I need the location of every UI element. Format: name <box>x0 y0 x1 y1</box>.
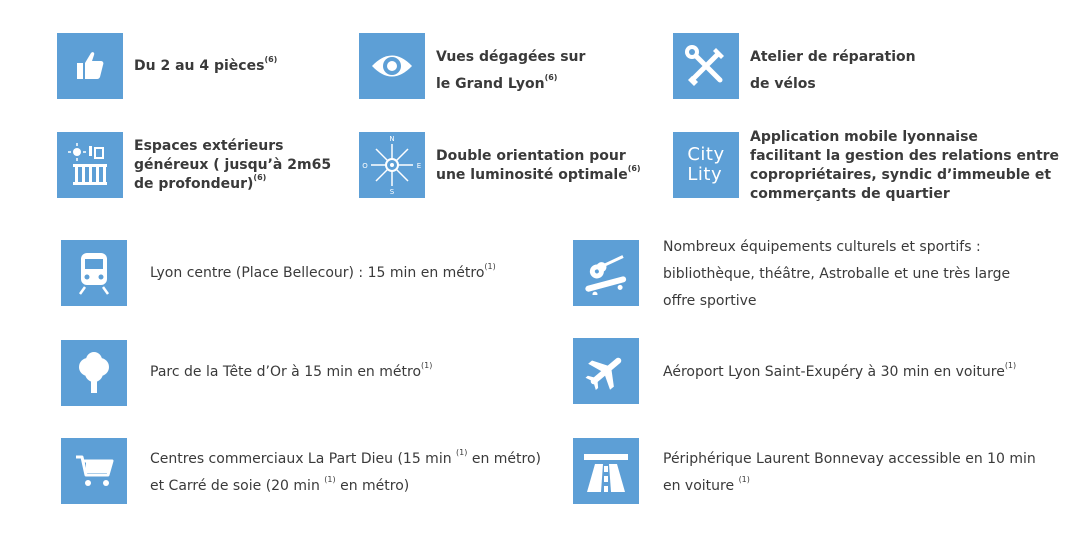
compass-east-label: E <box>416 162 422 170</box>
footnote-ref: (6) <box>253 173 267 183</box>
airport-tile <box>573 338 639 404</box>
wrench-screwdriver-icon <box>682 42 730 90</box>
compass-icon <box>359 132 425 198</box>
feature-bike-line2: de vélos <box>750 76 816 92</box>
footnote-ref: (1) <box>484 262 496 272</box>
feature-outdoor-line1: Espaces extérieurs <box>134 138 284 154</box>
footnote-ref: (6) <box>627 164 641 174</box>
location-culture-line1: Nombreux équipements culturels et sportifs : <box>663 239 981 255</box>
feature-rooms <box>134 57 277 76</box>
city-lity-logo <box>687 145 724 185</box>
compass-tile <box>359 132 425 198</box>
footnote-ref: (6) <box>264 55 278 65</box>
feature-bike-line1: Atelier de réparation <box>750 49 916 65</box>
location-commerce-line1a: Centres commerciaux La Part Dieu (15 min <box>150 451 457 467</box>
park-tile <box>61 340 127 406</box>
location-culture <box>663 234 1010 315</box>
location-commerce <box>150 446 541 500</box>
location-parc <box>150 359 432 386</box>
culture-tile <box>573 240 639 306</box>
footnote-ref: (1) <box>738 475 750 485</box>
feature-orientation-line2: une luminosité optimale <box>436 167 628 183</box>
outdoor-tile <box>57 132 123 198</box>
tools-tile <box>673 33 739 99</box>
feature-views-line2: le Grand Lyon <box>436 76 545 92</box>
highway-tile <box>573 438 639 504</box>
feature-app-line2: facilitant la gestion des relations entre <box>750 148 1060 164</box>
footnote-ref: (1) <box>421 361 433 371</box>
compass-west-label: O <box>362 162 368 170</box>
highway-icon <box>581 446 631 496</box>
feature-outdoor-line3: de profondeur) <box>134 176 254 192</box>
location-ring-line1: Périphérique Laurent Bonnevay accessible en 10 min <box>663 451 1036 467</box>
location-ring <box>663 446 1036 500</box>
feature-rooms-text: Du 2 au 4 pièces <box>134 58 265 74</box>
location-culture-line2: bibliothèque, théâtre, Astroballe et une très large <box>663 266 1011 282</box>
location-commerce-line2a: et Carré de soie (20 min <box>150 478 325 494</box>
footnote-ref: (6) <box>544 73 558 83</box>
feature-outdoor <box>134 137 331 194</box>
thumbs-up-icon <box>71 47 109 85</box>
location-culture-line3: offre sportive <box>663 293 757 309</box>
eye-icon <box>370 51 414 81</box>
feature-orientation <box>436 147 641 185</box>
feature-orientation-line1: Double orientation pour <box>436 148 626 164</box>
footnote-ref: (1) <box>324 475 336 485</box>
shopping-cart-icon <box>74 453 114 489</box>
train-icon <box>77 251 111 295</box>
feature-app-line1: Application mobile lyonnaise <box>750 129 978 145</box>
feature-views-line1: Vues dégagées sur <box>436 49 586 65</box>
feature-app <box>750 128 1059 204</box>
location-commerce-line1b: en métro) <box>467 451 541 467</box>
location-centre-text: Lyon centre (Place Bellecour) : 15 min en métro <box>150 265 485 281</box>
location-airport <box>663 359 1016 386</box>
location-airport-text: Aéroport Lyon Saint-Exupéry à 30 min en voiture <box>663 364 1005 380</box>
eye-tile <box>359 33 425 99</box>
location-centre <box>150 260 496 287</box>
city-lity-logo-line2: Lity <box>687 164 723 185</box>
location-ring-line2: en voiture <box>663 478 739 494</box>
compass-north-label: N <box>389 135 395 143</box>
shopping-tile <box>61 438 127 504</box>
feature-app-line3: copropriétaires, syndic d’immeuble et <box>750 167 1052 183</box>
airplane-icon <box>583 348 629 394</box>
location-commerce-line2b: en métro) <box>335 478 410 494</box>
guitar-skateboard-icon <box>581 251 631 295</box>
city-lity-logo-line1: City <box>687 144 725 165</box>
feature-outdoor-line2: généreux ( jusqu’à 2m65 <box>134 157 332 173</box>
footnote-ref: (1) <box>1004 361 1017 371</box>
location-parc-text: Parc de la Tête d’Or à 15 min en métro <box>150 364 422 380</box>
feature-app-line4: commerçants de quartier <box>750 186 950 202</box>
balcony-sun-icon <box>67 142 113 188</box>
city-lity-tile <box>673 132 739 198</box>
footnote-ref: (1) <box>456 448 468 458</box>
metro-tile <box>61 240 127 306</box>
tree-icon <box>76 351 112 395</box>
feature-views <box>436 44 585 98</box>
compass-south-label: S <box>389 188 395 196</box>
feature-bike <box>750 44 916 98</box>
thumbs-up-tile <box>57 33 123 99</box>
